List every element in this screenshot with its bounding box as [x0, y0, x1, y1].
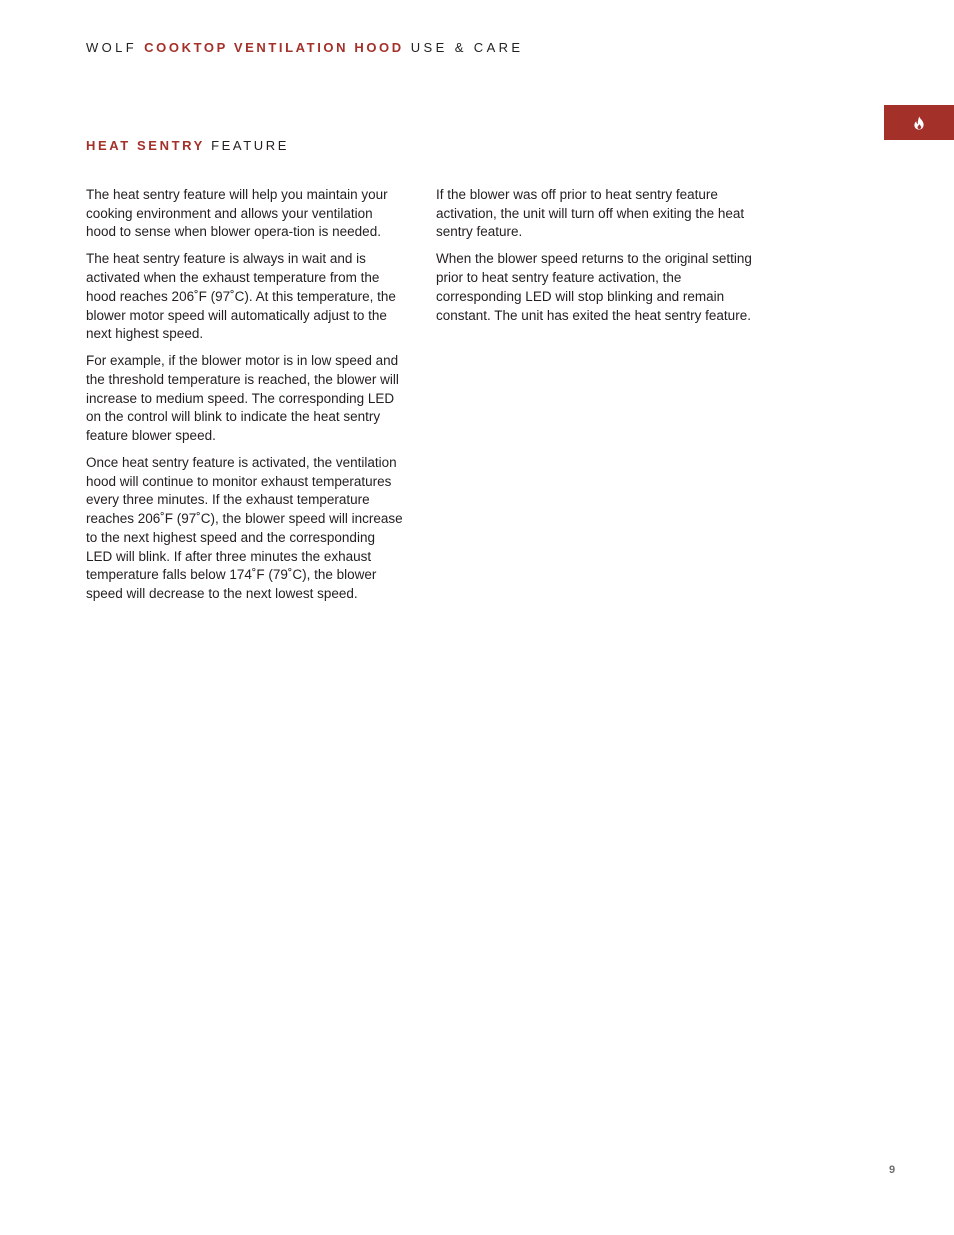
page-number: 9: [889, 1164, 896, 1176]
paragraph: When the blower speed returns to the original setting prior to heat sentry feature activation, the corresponding LED will stop blinking and remain constant. The unit has exited the heat sentry feature.: [436, 251, 752, 323]
section-tab: [884, 105, 954, 140]
paragraph: Once heat sentry feature is activated, the ventilation hood will continue to monitor exhaust temperatures every three minutes. If the exhaust temperature reaches 206˚F (97˚C), the blower speed will increase to the next highest speed and the corresponding LED will blink. If after three minutes the exhaust temperature falls below 174˚F (79˚C), the blower speed will decrease to the next lowest speed.: [86, 455, 403, 601]
header-brand: WOLF: [86, 40, 138, 55]
running-header: [86, 40, 524, 56]
header-suffix: USE & CARE: [410, 40, 524, 55]
paragraph: The heat sentry feature is always in wait and is activated when the exhaust temperature from the hood reaches 206˚F (97˚C). At this temperature, the blower motor speed will automatically adjust to the next highest speed.: [86, 251, 396, 342]
paragraph: For example, if the blower motor is in low speed and the threshold temperature is reached, the blower will increase to medium speed. The corresponding LED on the control will blink to indicate the heat sentry feature blower speed.: [86, 353, 399, 444]
right-column: [436, 186, 754, 334]
section-title-accent: HEAT SENTRY: [86, 138, 205, 153]
header-product: COOKTOP VENTILATION HOOD: [144, 40, 404, 55]
paragraph: The heat sentry feature will help you maintain your cooking environment and allows your ventilation hood to sense when blower opera-tion is needed.: [86, 187, 388, 240]
flame-icon: [913, 116, 925, 130]
left-column: [86, 186, 404, 612]
section-heading: [86, 138, 289, 154]
section-title-rest: FEATURE: [211, 138, 290, 153]
paragraph: If the blower was off prior to heat sentry feature activation, the unit will turn off when exiting the heat sentry feature.: [436, 187, 745, 240]
